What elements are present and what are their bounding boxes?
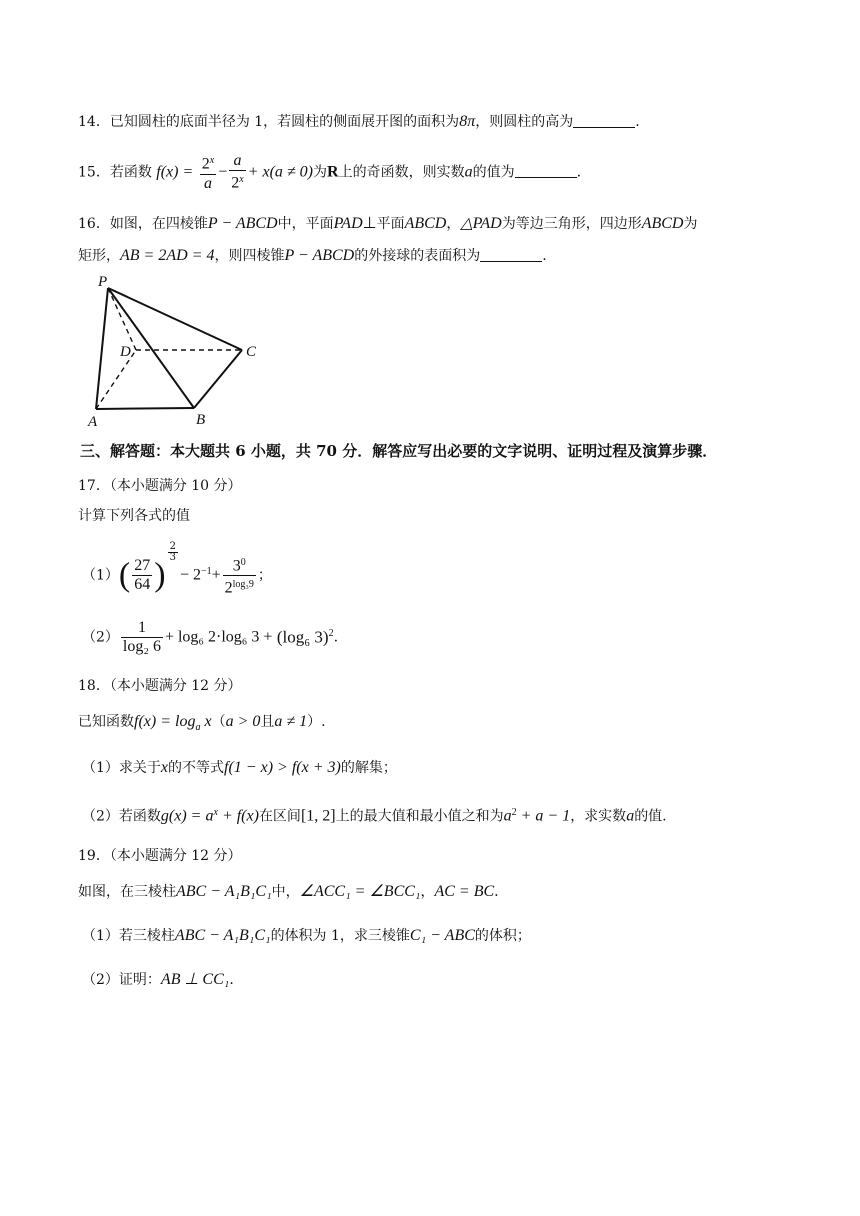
q18-intro-text: （ (211, 714, 226, 730)
q18-p1-text: 求关于 (118, 760, 161, 776)
q19-intro-text: 中， (271, 884, 300, 900)
q18-part-1 (82, 758, 397, 778)
q18-intro-text: 且 (260, 714, 275, 730)
q17-p2-den: log₂ 6 (122, 638, 161, 656)
edge-PA (96, 288, 108, 409)
q18-p1-inequality: f(1 − x) > f(x + 3) (224, 759, 341, 776)
q18-intro-text: 已知函数 (78, 714, 134, 730)
q15-f1-num-sup: x (209, 155, 215, 166)
q14-end: . (635, 114, 640, 130)
q15-text-c: 上的奇函数，则实数 (338, 164, 465, 181)
q17-p1-exponent (166, 542, 180, 563)
q17-p2-fraction (121, 619, 163, 656)
q19-intro-text: . (494, 884, 499, 900)
q18-function: f(x) = log (134, 713, 196, 730)
q18-p1-x: x (160, 759, 169, 776)
q16-text: ，则四棱锥 (214, 248, 285, 264)
q17-p2-sup: 2 (328, 628, 334, 639)
q19-p1-text: 的体积； (474, 928, 531, 944)
q18-header: 18．（本小题满分 12 分） (78, 678, 242, 694)
q15-var-a: a (464, 163, 473, 181)
q16-text: 平面 (376, 216, 405, 232)
question-14 (78, 112, 640, 132)
question-16-line-1 (78, 214, 697, 234)
q15-R: R (327, 163, 339, 181)
q17-p1-mid-sup: −1 (200, 566, 212, 577)
q15-end: . (576, 164, 582, 181)
q17-p1-f-den-sup: log₃9 (232, 579, 254, 591)
q18-cond-1: a > 0 (225, 713, 261, 730)
q18-p2-text: ，求实数 (570, 808, 627, 825)
q14-text-b: ，则圆柱的高为 (475, 114, 574, 130)
q17-part-1 (82, 541, 272, 602)
q15-number: 15． (78, 164, 110, 181)
q18-p1-text: 的不等式 (168, 760, 225, 776)
label-D: D (120, 344, 131, 360)
q17-p1-f-num: 3 (232, 557, 241, 575)
q19-p2-statement: AB ⊥ CC₁ (160, 971, 230, 988)
q17-p1-exp-den: 3 (169, 552, 176, 563)
q18-p1-label: （1） (82, 760, 119, 776)
q17-p1-exp-num: 2 (169, 541, 176, 552)
q17-header: 17．（本小题满分 10 分） (78, 478, 242, 494)
q16-answer-blank[interactable] (480, 247, 542, 262)
q18-cond-2: a ≠ 1 (274, 713, 308, 730)
q19-angle: ∠ACC₁ = ∠BCC₁ (299, 883, 421, 900)
q15-minus: − (218, 163, 228, 181)
q15-f1-den: a (203, 174, 212, 192)
q16-text: 中，平面 (277, 216, 334, 232)
q17-p1-fraction (132, 557, 152, 594)
q15-f1-num: 2 (201, 155, 210, 173)
q18-p2-expr-sup: 2 (511, 807, 517, 818)
q19-p2-text: 证明： (118, 972, 161, 988)
q18-p2-g2: + f(x) (217, 807, 259, 825)
q17-p1-mid: − 2 (179, 566, 201, 584)
q19-p1-text: 若三棱柱 (118, 928, 175, 944)
q16-condition: AB = 2AD = 4 (120, 247, 215, 264)
q18-p2-sup: x (213, 807, 218, 818)
q18-intro (78, 712, 326, 738)
q17-p1-den: 64 (134, 576, 151, 594)
q19-p1-label: （1） (82, 928, 119, 944)
pyramid-figure (82, 272, 272, 430)
q16-pyramid: P − ABCD (207, 215, 278, 232)
q16-comma: ， (446, 216, 461, 232)
q17-p1-exp-frac (168, 542, 178, 563)
section-heading: 三、解答题：本大题共 6 小题，共 70 分．解答应写出必要的文字说明、证明过程及演算步骤． (80, 442, 718, 460)
q17-p1-num: 27 (134, 557, 151, 575)
label-A: A (88, 414, 98, 430)
q19-header: 19．（本小题满分 12 分） (78, 848, 242, 864)
q17-p2-paren: (log₆ 3) (276, 627, 329, 647)
q15-fraction-1 (200, 152, 216, 193)
q15-text-a: 若函数 (109, 164, 152, 181)
q18-p2-text: 的值. (634, 808, 667, 825)
q19-p1-prism: ABC − A₁B₁C₁ (174, 927, 271, 944)
edge-PC (108, 288, 242, 350)
q15-f2-den-sup: x (239, 174, 244, 185)
q15-tail: + x(a ≠ 0) (247, 163, 314, 181)
q14-text-a: 已知圆柱的底面半径为 1，若圆柱的侧面展开图的面积为 (109, 114, 460, 130)
q16-pyramid: P − ABCD (284, 247, 355, 264)
q15-f2-den: 2 (231, 174, 240, 192)
q17-p1-f-den: 2 (224, 579, 233, 597)
q15-func: f(x) = (156, 163, 194, 181)
q16-end: . (542, 248, 547, 264)
q19-equality: AC = BC (434, 883, 495, 900)
q18-p2-text: 若函数 (118, 808, 161, 825)
q18-log-base: a (195, 721, 201, 733)
q19-part-2 (82, 970, 234, 990)
q18-part-2 (82, 803, 667, 827)
q17-p1-f-num-sup: 0 (240, 556, 246, 568)
right-paren: ) (154, 556, 166, 594)
q14-number: 14． (78, 114, 110, 130)
q17-p2-end: . (333, 629, 339, 646)
q19-p1-pyramid: C₁ − ABC (409, 927, 475, 944)
q16-perp-symbol: ⊥ (362, 215, 377, 232)
q15-answer-blank[interactable] (515, 163, 577, 178)
question-15 (78, 152, 581, 193)
q15-fraction-2 (229, 152, 245, 193)
q18-p2-interval: [1, 2] (300, 807, 336, 825)
q18-p2-label: （2） (82, 808, 119, 825)
label-C: C (246, 344, 257, 360)
q16-text: 的外接球的表面积为 (354, 248, 481, 264)
q14-answer-blank[interactable] (573, 113, 635, 128)
q16-triangle-pad: △PAD (460, 215, 502, 232)
q18-p2-expr: a (503, 807, 512, 825)
edge-AB (96, 408, 194, 409)
q18-p2-text: 上的最大值和最小值之和为 (335, 808, 504, 825)
q16-text: 为 (683, 216, 698, 232)
q17-intro: 计算下列各式的值 (78, 508, 190, 524)
q16-number: 16． (78, 216, 110, 232)
question-16-line-2 (78, 246, 547, 266)
q16-text: 为等边三角形，四边形 (501, 216, 642, 232)
q17-p1-fraction-2 (223, 554, 256, 598)
q17-p2-label: （2） (82, 629, 119, 646)
q18-p1-text: 的解集； (340, 760, 397, 776)
q18-intro-text: ）. (307, 714, 326, 730)
q15-f2-num: a (233, 152, 242, 169)
q19-intro-text: 如图，在三棱柱 (78, 884, 176, 900)
q18-x: x (200, 713, 212, 730)
q19-part-1 (82, 926, 531, 946)
q18-p2-text: 在区间 (258, 808, 301, 825)
q19-p2-end: . (229, 972, 234, 988)
q18-p2-expr2: + a − 1 (516, 807, 571, 825)
edge-PD (108, 288, 136, 350)
q16-text: 矩形， (78, 248, 120, 264)
q19-intro-text: ， (420, 884, 435, 900)
q17-p2-rest: + log₆ 2·log₆ 3 + (164, 628, 273, 646)
q17-part-2 (82, 612, 338, 660)
q14-area: 8π (459, 113, 476, 130)
label-B: B (196, 412, 206, 428)
label-P: P (98, 274, 108, 290)
q17-p1-end: ； (257, 567, 272, 584)
q18-p2-g: g(x) = a (160, 807, 214, 825)
q16-abcd: ABCD (641, 215, 684, 232)
q15-text-b: 为 (313, 164, 328, 181)
q19-prism: ABC − A₁B₁C₁ (176, 883, 272, 900)
q17-p2-num: 1 (121, 619, 163, 638)
q19-intro (78, 882, 499, 902)
q19-p1-text: 的体积为 1，求三棱锥 (270, 928, 410, 944)
q17-p1-plus: + (211, 566, 221, 584)
q18-p2-var: a (626, 807, 635, 825)
q16-pad: PAD (333, 215, 363, 232)
edge-BC (194, 350, 242, 408)
q16-abcd: ABCD (404, 215, 447, 232)
q17-p1-label: （1） (82, 567, 119, 584)
q16-text: 如图，在四棱锥 (109, 216, 208, 232)
left-paren: ( (118, 556, 131, 594)
q15-text-d: 的值为 (472, 164, 515, 181)
q19-p2-label: （2） (82, 972, 119, 988)
